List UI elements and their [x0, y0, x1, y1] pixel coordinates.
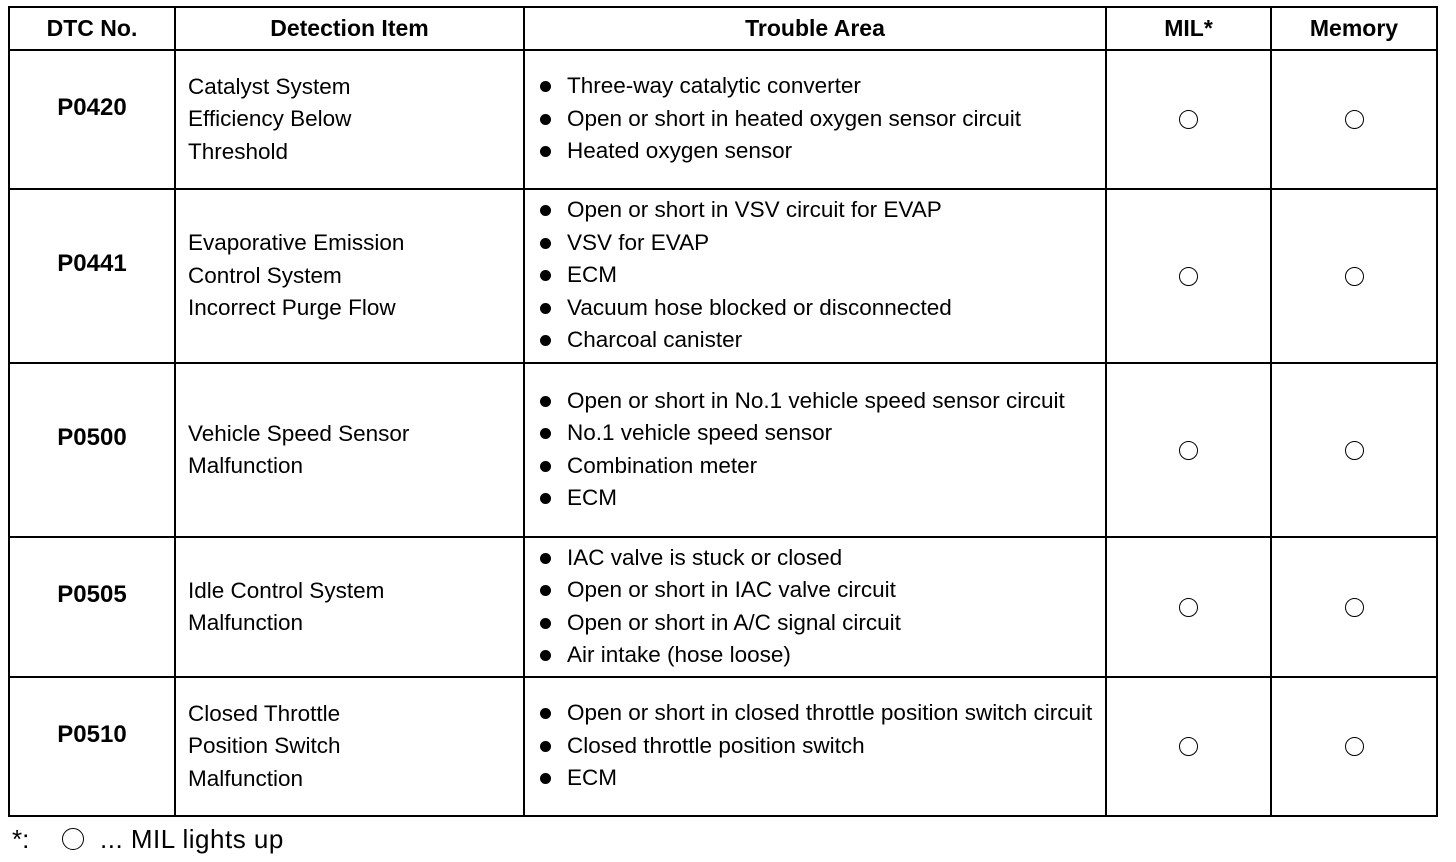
bullet-icon	[540, 146, 551, 157]
circle-mark-icon	[1345, 441, 1364, 460]
trouble-area-item: Open or short in No.1 vehicle speed sensor circuit	[535, 385, 1105, 418]
circle-mark-icon	[1179, 737, 1198, 756]
circle-mark-icon	[1179, 110, 1198, 129]
bullet-icon	[540, 650, 551, 661]
trouble-area-item: ECM	[535, 259, 1105, 292]
trouble-area-item: ECM	[535, 762, 1105, 795]
bullet-icon	[540, 461, 551, 472]
circle-mark-icon	[1179, 441, 1198, 460]
bullet-icon	[540, 585, 551, 596]
header-dtc-no: DTC No.	[9, 7, 175, 50]
trouble-area-item: ECM	[535, 482, 1105, 515]
trouble-area-item: Closed throttle position switch	[535, 730, 1105, 763]
bullet-icon	[540, 114, 551, 125]
dtc-code: P0420	[57, 93, 127, 121]
detection-item: Vehicle Speed Sensor Malfunction	[175, 363, 524, 537]
trouble-area-cell	[524, 677, 1106, 816]
bullet-icon	[540, 773, 551, 784]
memory-cell	[1271, 537, 1437, 677]
table-row	[9, 363, 1437, 537]
mil-cell	[1106, 189, 1271, 363]
trouble-area-cell	[524, 50, 1106, 189]
trouble-area-item: No.1 vehicle speed sensor	[535, 417, 1105, 450]
trouble-area-item: Charcoal canister	[535, 324, 1105, 357]
bullet-icon	[540, 396, 551, 407]
trouble-area-item: Open or short in A/C signal circuit	[535, 607, 1105, 640]
trouble-area-item: IAC valve is stuck or closed	[535, 542, 1105, 575]
detection-item: Evaporative Emission Control System Incorrect Purge Flow	[175, 189, 524, 363]
bullet-icon	[540, 741, 551, 752]
trouble-area-list	[535, 385, 1105, 515]
dtc-code-cell	[9, 363, 175, 537]
bullet-icon	[540, 238, 551, 249]
trouble-area-item: Open or short in heated oxygen sensor circuit	[535, 103, 1105, 136]
trouble-area-item: Heated oxygen sensor	[535, 135, 1105, 168]
dtc-code-cell	[9, 537, 175, 677]
header-mil: MIL*	[1106, 7, 1271, 50]
detection-item: Closed Throttle Position Switch Malfunction	[175, 677, 524, 816]
dtc-code: P0441	[57, 250, 127, 277]
trouble-area-list	[535, 70, 1105, 168]
bullet-icon	[540, 205, 551, 216]
circle-mark-icon	[1345, 267, 1364, 286]
trouble-area-item: Open or short in VSV circuit for EVAP	[535, 194, 1105, 227]
mil-cell	[1106, 677, 1271, 816]
trouble-area-item: Air intake (hose loose)	[535, 639, 1105, 672]
circle-mark-icon	[1179, 598, 1198, 617]
header-detection-item: Detection Item	[175, 7, 524, 50]
mil-cell	[1106, 50, 1271, 189]
table-row	[9, 50, 1437, 189]
memory-cell	[1271, 677, 1437, 816]
bullet-icon	[540, 270, 551, 281]
table-header-row	[9, 7, 1437, 50]
dtc-table	[8, 6, 1438, 817]
dtc-code-cell	[9, 677, 175, 816]
circle-mark-icon	[1345, 737, 1364, 756]
trouble-area-list	[535, 697, 1105, 795]
dtc-code: P0510	[57, 720, 127, 748]
table-row	[9, 677, 1437, 816]
bullet-icon	[540, 428, 551, 439]
dtc-code-cell	[9, 50, 175, 189]
memory-cell	[1271, 363, 1437, 537]
trouble-area-item: Open or short in IAC valve circuit	[535, 574, 1105, 607]
table-row	[9, 537, 1437, 677]
trouble-area-list	[535, 194, 1105, 357]
trouble-area-item: Open or short in closed throttle position switch circuit	[535, 697, 1105, 730]
trouble-area-item: Vacuum hose blocked or disconnected	[535, 292, 1105, 325]
circle-mark-icon	[62, 828, 84, 850]
detection-item: Idle Control System Malfunction	[175, 537, 524, 677]
mil-cell	[1106, 363, 1271, 537]
bullet-icon	[540, 553, 551, 564]
circle-mark-icon	[1179, 267, 1198, 286]
mil-cell	[1106, 537, 1271, 677]
header-trouble-area: Trouble Area	[524, 7, 1106, 50]
trouble-area-cell	[524, 189, 1106, 363]
bullet-icon	[540, 303, 551, 314]
dtc-code: P0505	[57, 581, 127, 608]
detection-item: Catalyst System Efficiency Below Threshold	[175, 50, 524, 189]
footnote-marker: *:	[12, 823, 30, 854]
dtc-code-cell	[9, 189, 175, 363]
trouble-area-item: Combination meter	[535, 450, 1105, 483]
memory-cell	[1271, 50, 1437, 189]
circle-mark-icon	[1345, 598, 1364, 617]
trouble-area-item: Three-way catalytic converter	[535, 70, 1105, 103]
header-memory: Memory	[1271, 7, 1437, 50]
table-row	[9, 189, 1437, 363]
trouble-area-cell	[524, 363, 1106, 537]
bullet-icon	[540, 335, 551, 346]
trouble-area-item: VSV for EVAP	[535, 227, 1105, 260]
bullet-icon	[540, 708, 551, 719]
footnote-text: ... MIL lights up	[100, 823, 284, 854]
bullet-icon	[540, 493, 551, 504]
trouble-area-cell	[524, 537, 1106, 677]
memory-cell	[1271, 189, 1437, 363]
bullet-icon	[540, 81, 551, 92]
footnote	[12, 822, 284, 856]
trouble-area-list	[535, 542, 1105, 672]
bullet-icon	[540, 618, 551, 629]
circle-mark-icon	[1345, 110, 1364, 129]
dtc-code: P0500	[57, 424, 127, 451]
